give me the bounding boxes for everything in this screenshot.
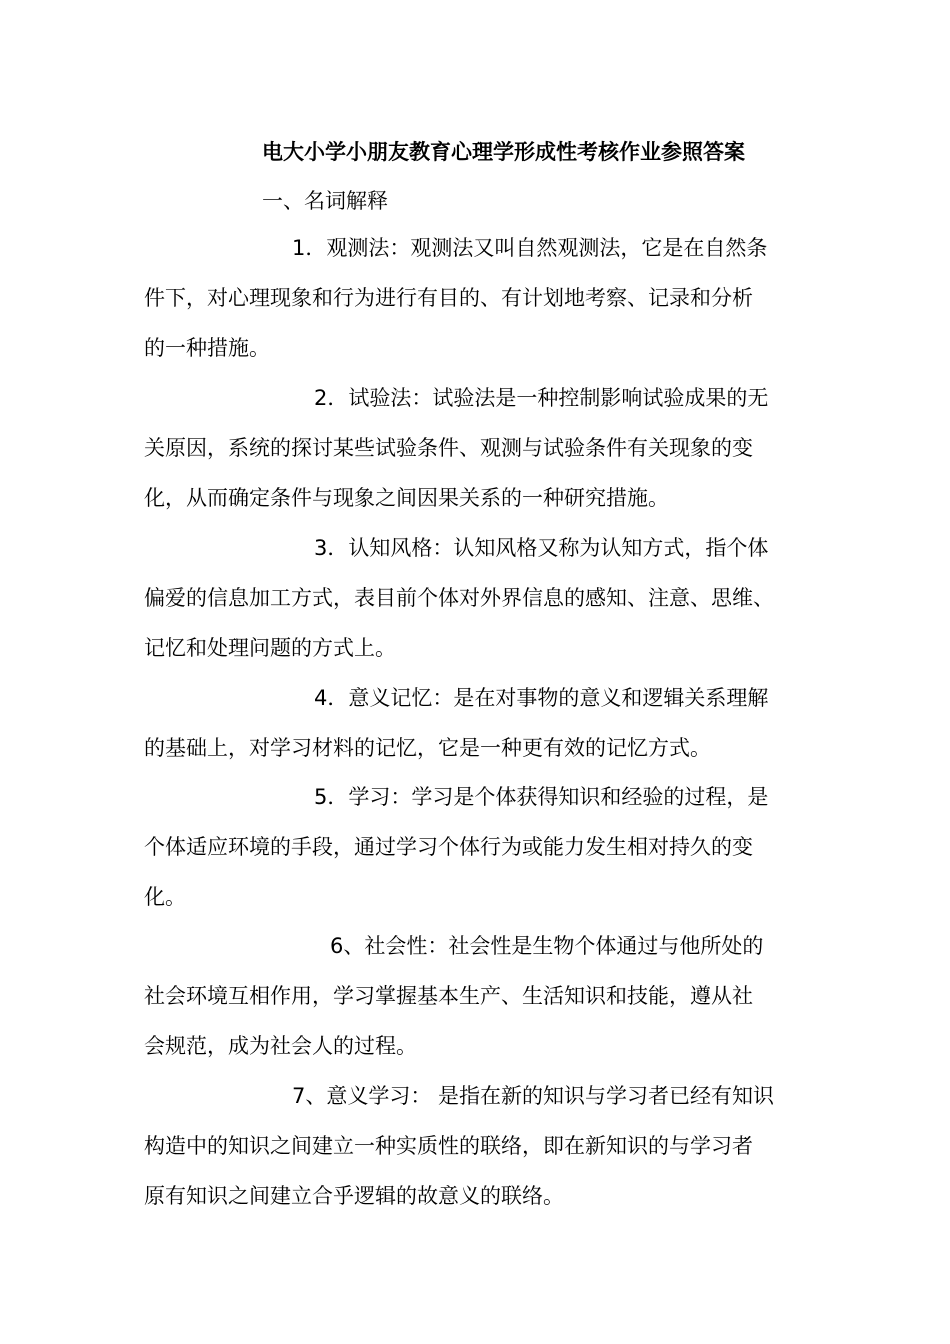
term-line: 关原因，系统的探讨某些试验条件、观测与试验条件有关现象的变 (144, 436, 753, 460)
section-heading: 一、名词解释 (262, 189, 388, 213)
term-line: 原有知识之间建立合乎逻辑的故意义的联络。 (144, 1184, 564, 1208)
term-item-3 (144, 523, 809, 673)
term-line: 偏爱的信息加工方式，表目前个体对外界信息的感知、注意、思维、 (144, 586, 774, 610)
term-line: 的基础上，对学习材料的记忆，它是一种更有效的记忆方式。 (144, 736, 711, 760)
term-line: 社会环境互相作用，学习掌握基本生产、生活知识和技能，遵从社 (144, 984, 753, 1008)
term-item-5 (144, 772, 809, 922)
term-line: 7、意义学习： 是指在新的知识与学习者已经有知识 (292, 1084, 775, 1108)
term-item-4 (144, 673, 809, 773)
document-title: 电大小学小朋友教育心理学形成性考核作业参照答案 (262, 140, 745, 164)
term-line: 会规范，成为社会人的过程。 (144, 1034, 417, 1058)
term-line: 4．意义记忆：是在对事物的意义和逻辑关系理解 (314, 686, 769, 710)
term-line: 件下，对心理现象和行为进行有目的、有计划地考察、记录和分析 (144, 286, 753, 310)
term-line: 的一种措施。 (144, 336, 270, 360)
term-line: 化，从而确定条件与现象之间因果关系的一种研究措施。 (144, 486, 669, 510)
term-line: 记忆和处理问题的方式上。 (144, 636, 396, 660)
term-item-1 (144, 223, 809, 373)
term-item-7 (144, 1071, 809, 1221)
term-line: 1．观测法：观测法又叫自然观测法，它是在自然条 (292, 236, 768, 260)
term-line: 3．认知风格：认知风格又称为认知方式，指个体 (314, 536, 769, 560)
term-line: 6、社会性：社会性是生物个体通过与他所处的 (330, 934, 764, 958)
term-line: 构造中的知识之间建立一种实质性的联络，即在新知识的与学习者 (144, 1134, 753, 1158)
term-item-6 (144, 921, 809, 1071)
term-line: 2．试验法：试验法是一种控制影响试验成果的无 (314, 386, 769, 410)
term-line: 5．学习：学习是个体获得知识和经验的过程，是 (314, 785, 769, 809)
term-item-2 (144, 373, 809, 523)
term-line: 个体适应环境的手段，通过学习个体行为或能力发生相对持久的变 (144, 835, 753, 859)
term-line: 化。 (144, 885, 186, 909)
